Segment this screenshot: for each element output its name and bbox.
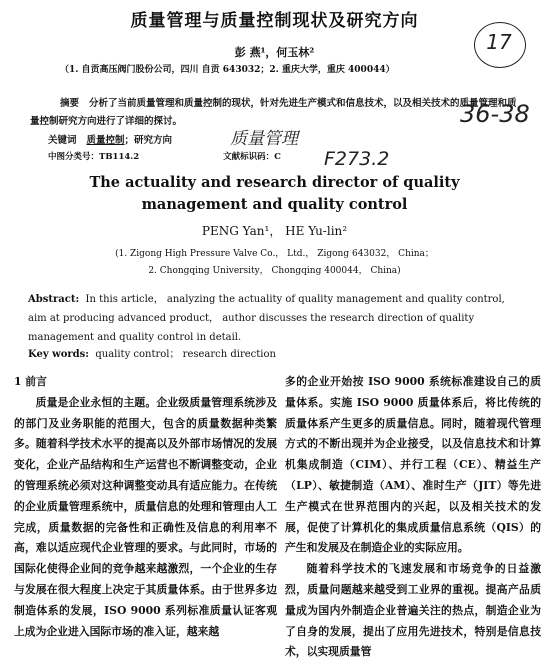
handwritten-page-range: 36-38 [460, 100, 530, 128]
english-keywords-label: Key words: [28, 349, 89, 360]
chinese-abstract-text: 分析了当前质量管理和质量控制的现状，针对先进生产模式和信息技术，以及相关技术的质量管理和质量控制研究方向进行了详细的探讨。 [30, 98, 517, 127]
body-paragraph: 随着科学技术的飞速发展和市场竞争的日益激烈，质量问题越来越受到工业界的重视。提高产品质量成为国内外制造企业普遍关注的热点，制造企业为了自身的发展，提出了应用先进技术，特别是信息技术，以实现质量管 [285, 562, 541, 659]
chinese-keywords: 关键词 质量控制；研究方向 [48, 135, 172, 146]
section-heading: 1 前言 [14, 375, 47, 388]
chinese-authors: 彭 燕¹，何玉林² [234, 46, 315, 59]
chinese-title: 质量管理与质量控制现状及研究方向 [130, 11, 419, 31]
english-abstract-text: In this article， analyzing the actuality of quality management and quality control, aim at producing advanced product， author discusses the research direction of quality management and quality control in detail. [28, 294, 505, 343]
english-affiliation-line-2: 2. Chongqing University， Chongqing 400044， China) [148, 266, 401, 276]
classification-label: 中图分类号： [48, 152, 100, 162]
body-paragraph: 质量是企业永恒的主题。企业级质量管理系统涉及的部门及业务职能的范围大，包含的质量数据种类繁多。随着科学技术水平的提高以及外部市场情况的发展变化，企业产品结构和生产运营也不断调整变动，企业的管理系统必须对这种调整变动具有适应能力。在传统的企业质量管理系统中，质量信息的处理和管理由人工完成，质量数据的完备性和正确性及信息的利用率不高，难以适应现代企业管理的要求。与此同时，市场的国际化使得企业间的竞争越来越激烈，一个企业的生存与发展在很大程度上决定于其质量体系。由于世界多边制造体系的发展，ISO 9000 系列标准质量认证客观上成为企业进入国际市场的准入证，越来越 [14, 395, 277, 638]
handwritten-note: 质量管理 [230, 129, 298, 149]
document-code-value: C [274, 152, 281, 162]
english-keywords [28, 345, 276, 360]
chinese-affiliation: （1. 自贡高压阀门股份公司，四川 自贡 643032；2. 重庆大学，重庆 400044） [60, 65, 395, 75]
chinese-keyword-1: 质量控制 [86, 135, 125, 146]
document-code-label: 文献标识码： [223, 152, 275, 162]
chinese-keywords-label: 关键词 [48, 135, 77, 146]
english-authors: PENG Yan¹， HE Yu-lin² [201, 224, 348, 238]
body-paragraph-continued: 多的企业开始按 ISO 9000 系统标准建设自己的质量体系。实施 ISO 9000 质量体系后，将比传统的质量体系产生更多的质量信息。同时，随着现代管理方式的不断出现并为企业接受，以及信息技术和计算机集成制造（CIM）、并行工程（CE）、精益生产（LP）、敏捷制造（AM）、准时生产（JIT）等先进生产模式在世界范围内的兴起，以及相关技术的发展，促使了计算机化的集成质量信息系统（QIS）的产生和发展及在制造企业的实际应用。 [285, 375, 541, 555]
english-keywords-text: quality control； research direction [95, 349, 276, 360]
english-title-line-2: management and quality control [141, 196, 408, 213]
chinese-keyword-2: 研究方向 [133, 135, 172, 146]
body-column-left [14, 372, 277, 642]
english-affiliation-line-1: (1. Zigong High Pressure Valve Co.， Ltd.， Zigong 643032， China； [115, 249, 434, 259]
english-abstract [28, 290, 523, 347]
english-abstract-label: Abstract: [28, 294, 80, 305]
handwritten-circled-number: 17 [486, 30, 512, 54]
english-title [0, 172, 549, 216]
classification-row [48, 150, 281, 162]
handwritten-class-code: F273.2 [324, 148, 390, 170]
body-column-right [285, 372, 541, 663]
classification-value: TB114.2 [99, 152, 140, 162]
english-affiliation [0, 246, 549, 280]
english-title-line-1: The actuality and research director of quality [89, 174, 460, 191]
chinese-abstract-label: 摘要 [60, 98, 80, 109]
